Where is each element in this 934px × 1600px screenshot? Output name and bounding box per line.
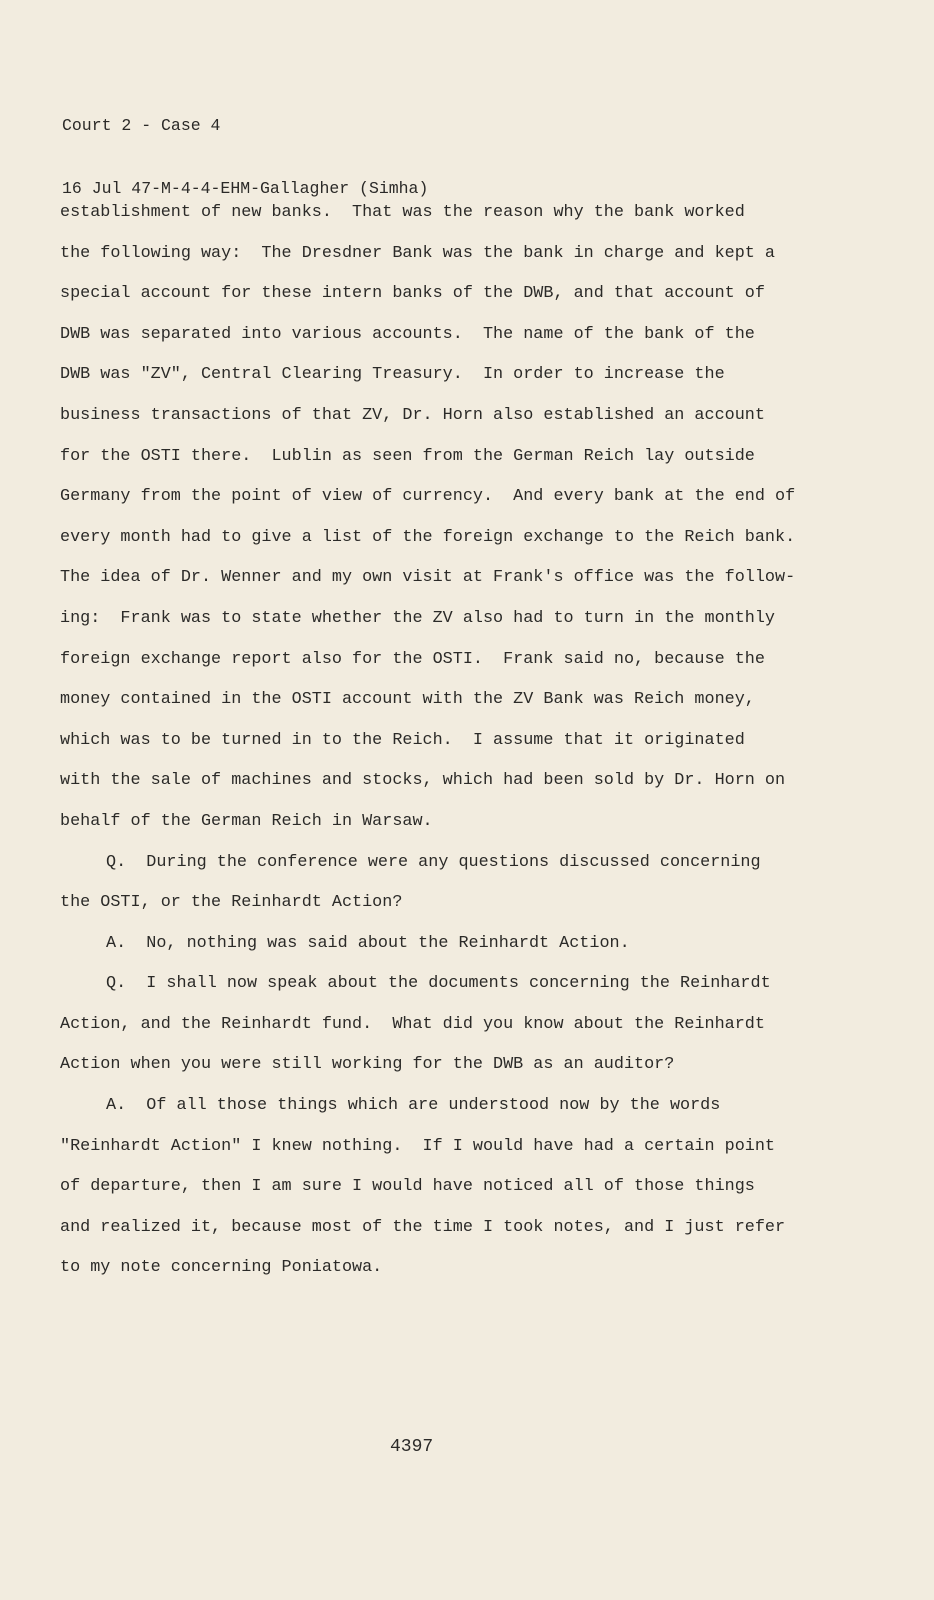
text-line: ing: Frank was to state whether the ZV also had to turn in the monthly [60, 608, 775, 628]
text-line: with the sale of machines and stocks, which had been sold by Dr. Horn on [60, 771, 786, 791]
text-line: for the OSTI there. Lublin as seen from the German Reich lay outside [60, 446, 755, 466]
text-line: DWB was separated into various accounts. The name of the bank of the [60, 324, 755, 344]
text-line: and realized it, because most of the time I took notes, and I just refer [60, 1217, 786, 1237]
text-line: money contained in the OSTI account with the ZV Bank was Reich money, [60, 690, 755, 710]
text-line: The idea of Dr. Wenner and my own visit at Frank's office was the follow- [60, 568, 796, 588]
text-line: to my note concerning Poniatowa. [60, 1258, 383, 1278]
text-line: Q. I shall now speak about the documents concerning the Reinhardt [106, 974, 771, 994]
text-line: establishment of new banks. That was the reason why the bank worked [60, 203, 745, 222]
text-line: behalf of the German Reich in Warsaw. [60, 811, 433, 831]
text-line: Action when you were still working for the DWB as an auditor? [60, 1055, 675, 1075]
text-line: which was to be turned in to the Reich. I assume that it originated [60, 730, 745, 750]
page-number: 4397 [390, 1437, 434, 1457]
text-line: foreign exchange report also for the OSTI. Frank said no, because the [60, 649, 765, 669]
text-line: business transactions of that ZV, Dr. Horn also established an account [60, 405, 765, 425]
text-line: every month had to give a list of the foreign exchange to the Reich bank. [60, 527, 796, 547]
text-line: special account for these intern banks of the DWB, and that account of [60, 284, 765, 304]
text-line: A. Of all those things which are understood now by the words [106, 1096, 721, 1116]
text-line: DWB was "ZV", Central Clearing Treasury. In order to increase the [60, 365, 725, 385]
text-line: A. No, nothing was said about the Reinhardt Action. [106, 933, 630, 953]
text-line: "Reinhardt Action" I knew nothing. If I would have had a certain point [60, 1136, 775, 1156]
text-line: Germany from the point of view of currency. And every bank at the end of [60, 487, 796, 507]
text-line: the OSTI, or the Reinhardt Action? [60, 893, 403, 913]
text-line: Q. During the conference were any questions discussed concerning [106, 852, 761, 872]
transcript-body [60, 193, 795, 1289]
text-line: the following way: The Dresdner Bank was the bank in charge and kept a [60, 243, 775, 263]
header-date-reference: 16 Jul 47-M-4-4-EHM-Gallagher (Simha) [62, 179, 429, 198]
text-line: of departure, then I am sure I would have noticed all of those things [60, 1177, 755, 1197]
text-line: Action, and the Reinhardt fund. What did you know about the Reinhardt [60, 1014, 765, 1034]
header-court-case: Court 2 - Case 4 [62, 116, 221, 135]
